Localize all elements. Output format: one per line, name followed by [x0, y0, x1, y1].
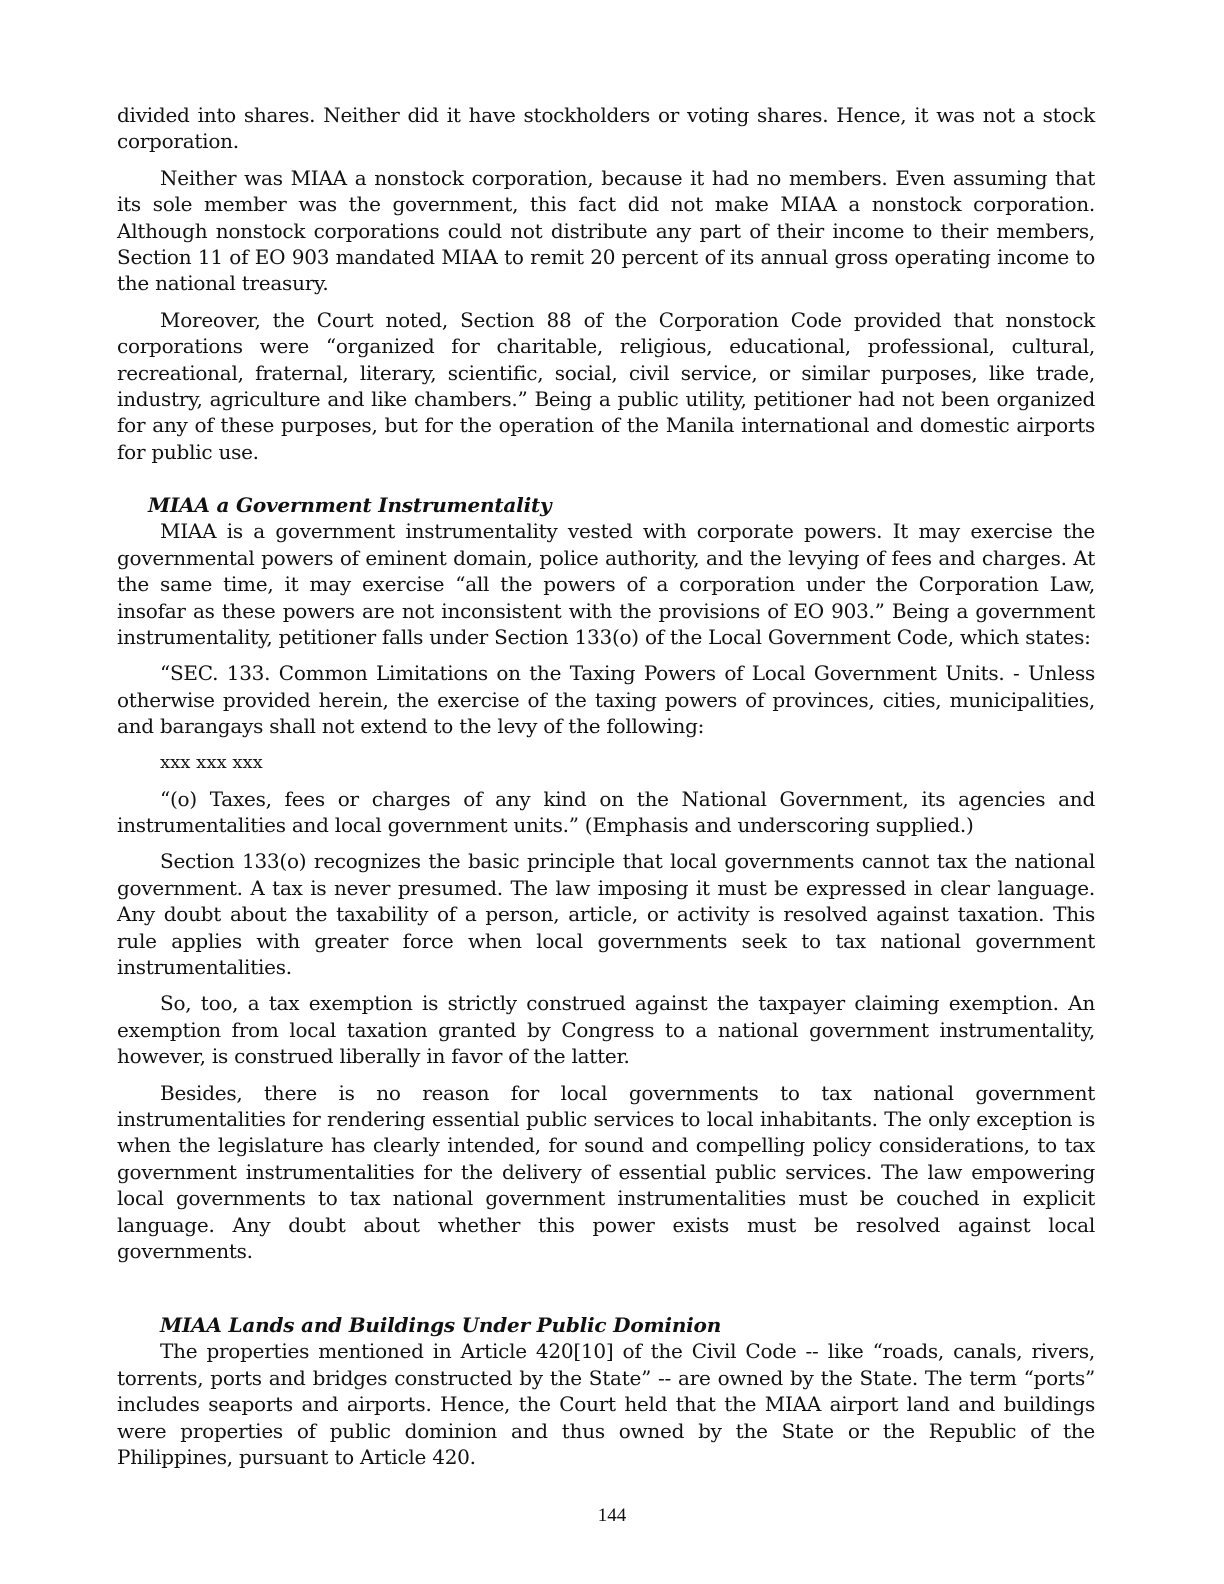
quoted-statute-paragraph: “SEC. 133. Common Limitations on the Taxing Powers of Local Government Units. - Unless otherwise provided herein, the exercise of the taxing powers of provinces, cities, municipalities, and barangays shall not extend to the levy of the following:: [117, 661, 1095, 739]
document-page: [117, 102, 1095, 1470]
page-number: 144: [597, 1505, 627, 1526]
section-heading: MIAA a Government Instrumentality: [148, 493, 552, 518]
body-paragraph: Moreover, the Court noted, Section 88 of the Corporation Code provided that nonstock corporations were “organized for charitable, religious, educational, professional, cultural, recreational, fraternal, literary, scientific, social, civil service, or similar purposes, like trade, industry, agriculture and like chambers.” Being a public utility, petitioner had not been organized for any of these purposes, but for the operation of the Manila international and domestic airports for public use.: [117, 307, 1095, 464]
body-paragraph: Section 133(o) recognizes the basic principle that local governments cannot tax the national government. A tax is never presumed. The law imposing it must be expressed in clear language. Any doubt about the taxability of a person, article, or activity is resolved against taxation. This rule applies with greater force when local governments seek to tax national government instrumentalities.: [117, 849, 1095, 979]
body-paragraph: MIAA is a government instrumentality vested with corporate powers. It may exercise the governmental powers of eminent domain, police authority, and the levying of fees and charges. At the same time, it may exercise “all the powers of a corporation under the Corporation Law, insofar as these powers are not inconsistent with the provisions of EO 903.” Being a government instrumentality, petitioner falls under Section 133(o) of the Local Government Code, which states:: [117, 519, 1095, 649]
body-paragraph: The properties mentioned in Article 420[10] of the Civil Code -- like “roads, canals, rivers, torrents, ports and bridges constructed by the State” -- are owned by the State. The term “ports” includes seaports and airports. Hence, the Court held that the MIAA airport land and buildings were properties of public dominion and thus owned by the State or the Republic of the Philippines, pursuant to Article 420.: [117, 1339, 1095, 1470]
body-paragraph: divided into shares. Neither did it have stockholders or voting shares. Hence, it was not a stock corporation.: [117, 103, 1095, 154]
section-heading: MIAA Lands and Buildings Under Public Dominion: [160, 1313, 722, 1338]
body-paragraph: Neither was MIAA a nonstock corporation, because it had no members. Even assuming that its sole member was the government, this fact did not make MIAA a nonstock corporation. Although nonstock corporations could not distribute any part of their income to their members, Section 11 of EO 903 mandated MIAA to remit 20 percent of its annual gross operating income to the national treasury.: [117, 165, 1095, 296]
body-paragraph: So, too, a tax exemption is strictly construed against the taxpayer claiming exemption. An exemption from local taxation granted by Congress to a national government instrumentality, however, is construed liberally in favor of the latter.: [117, 991, 1095, 1069]
quoted-statute-paragraph: “(o) Taxes, fees or charges of any kind on the National Government, its agencies and instrumentalities and local government units.” (Emphasis and underscoring supplied.): [117, 786, 1095, 837]
body-paragraph: Besides, there is no reason for local governments to tax national government instrumentalities for rendering essential public services to local inhabitants. The only exception is when the legislature has clearly intended, for sound and compelling policy considerations, to tax government instrumentalities for the delivery of essential public services. The law empowering local governments to tax national government instrumentalities must be couched in explicit language. Any doubt about whether this power exists must be resolved against local governments.: [117, 1080, 1095, 1264]
ellipsis-line: xxx xxx xxx: [160, 751, 263, 773]
